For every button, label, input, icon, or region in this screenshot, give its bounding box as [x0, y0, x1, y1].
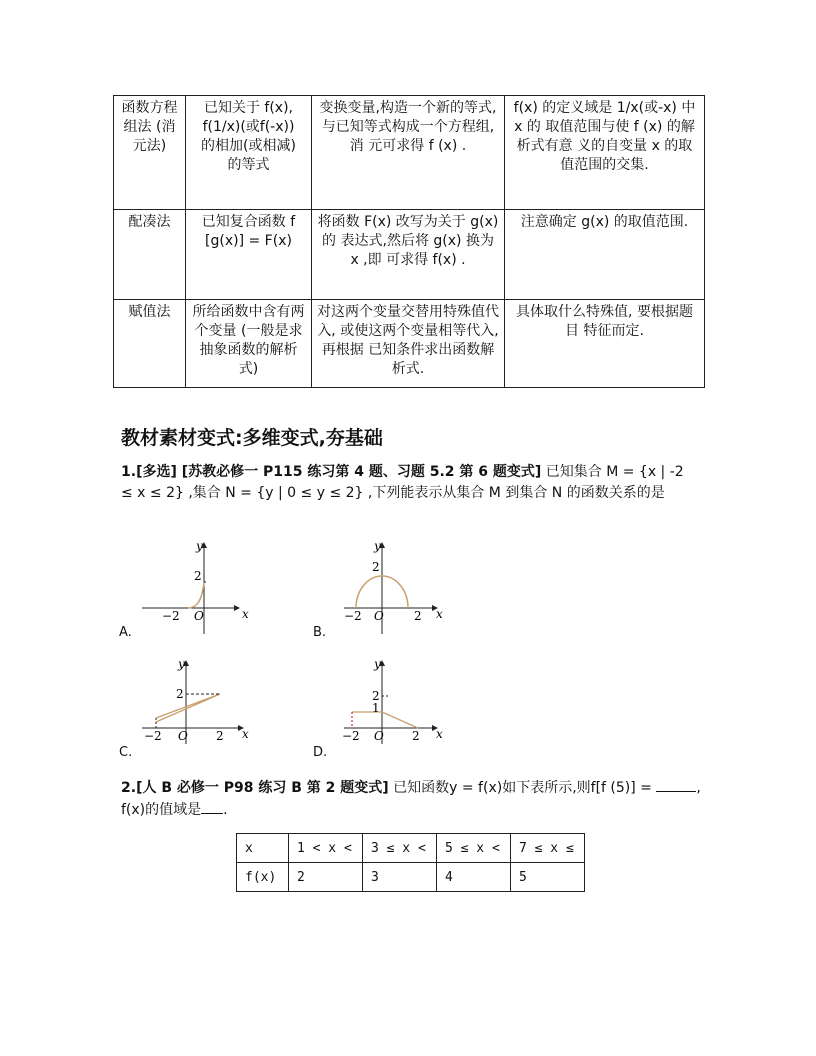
tick-label: −2 — [162, 609, 180, 623]
tick-label: 2 — [194, 569, 202, 583]
y-axis-label: y — [178, 657, 185, 671]
method-steps: 变换变量,构造一个新的等式, 与已知等式构成一个方程组,消 元可求得 f (x) . — [312, 96, 505, 210]
x-axis-label: x — [242, 607, 249, 621]
method-steps: 对这两个变量交替用特殊值代入, 或使这两个变量相等代入, 再根据 已知条件求出函数解析式. — [312, 300, 505, 388]
condition-line: 的等式 — [227, 157, 270, 173]
zigzag-curve — [156, 694, 220, 722]
question-text: , f(x)的值域是 — [121, 780, 701, 818]
tick-label: 2 — [216, 729, 224, 743]
question-text: . — [223, 802, 228, 818]
table-cell: 1 < x < — [289, 834, 363, 863]
table-row — [114, 210, 705, 300]
option-a[interactable]: A. — [119, 625, 132, 640]
methods-table — [113, 95, 705, 388]
question-text: 已知集合 M = {x | -2 ≤ x ≤ 2} ,集合 N = {y | 0 ≤ y ≤ 2} ,下列能表示从集合 M 到集合 N 的函数关系的是 — [121, 464, 684, 501]
x-axis-label: x — [436, 727, 443, 741]
graph-d — [338, 656, 448, 750]
question-number: 2. — [121, 780, 137, 796]
method-note: 具体取什么特殊值, 要根据题目 特征而定. — [505, 300, 705, 388]
method-condition — [186, 96, 312, 210]
section-title: 教材素材变式:多维变式,夯基础 — [121, 427, 383, 449]
method-note: f(x) 的定义域是 1/x(或-x) 中 x 的 取值范围与使 f (x) 的解析式有意 义的自变量 x 的取值范围的交集. — [505, 96, 705, 210]
graph-b — [338, 538, 448, 642]
tick-label: 1 — [372, 701, 380, 715]
origin-label: O — [194, 609, 204, 623]
x-axis-arrow-icon — [234, 605, 240, 611]
tick-label: −2 — [144, 729, 162, 743]
method-condition: 所给函数中含有两个变量 (一般是求抽象函数的解析式) — [186, 300, 312, 388]
question-number: 1. — [121, 464, 137, 480]
question-1 — [121, 462, 696, 504]
tick-label: −2 — [344, 609, 362, 623]
method-steps: 将函数 F(x) 改写为关于 g(x) 的 表达式,然后将 g(x) 换为 x ,即 可求得 f(x) . — [312, 210, 505, 300]
method-name: 配凑法 — [114, 210, 186, 300]
y-axis-label: y — [196, 539, 203, 553]
table-row — [237, 863, 585, 892]
question-tag: [多选] [苏教必修一 P115 练习第 4 题、习题 5.2 第 6 题变式] — [136, 464, 542, 480]
table-cell: f(x) — [237, 863, 289, 892]
origin-label: O — [374, 729, 384, 743]
curve — [188, 582, 204, 608]
table-row — [114, 300, 705, 388]
method-name: 函数方程 组法 (消元法) — [114, 96, 186, 210]
function-value-table — [236, 833, 585, 892]
answer-blank-2[interactable] — [201, 799, 223, 814]
y-axis-label: y — [374, 539, 381, 553]
option-d[interactable]: D. — [313, 745, 328, 760]
x-axis-label: x — [242, 727, 249, 741]
graph-c — [140, 656, 260, 750]
option-b[interactable]: B. — [313, 625, 327, 640]
segment-decreasing — [382, 712, 418, 728]
tick-label: 2 — [372, 560, 380, 574]
table-cell: 4 — [437, 863, 511, 892]
question-tag: [人 B 必修一 P98 练习 B 第 2 题变式] — [136, 780, 389, 796]
condition-line: 已知关于 f(x), — [203, 100, 294, 116]
question-text: 已知函数y = f(x)如下表所示,则f[f (5)] = — [393, 780, 657, 796]
table-cell: 7 ≤ x ≤ — [511, 834, 585, 863]
table-cell: 2 — [289, 863, 363, 892]
origin-label: O — [178, 729, 188, 743]
graph-a — [140, 538, 260, 642]
table-row — [237, 834, 585, 863]
table-cell: 5 — [511, 863, 585, 892]
method-name: 赋值法 — [114, 300, 186, 388]
tick-label: 2 — [412, 729, 420, 743]
tick-label: −2 — [342, 729, 360, 743]
tick-label: 2 — [176, 687, 184, 701]
question-2 — [121, 777, 701, 821]
table-cell: 3 ≤ x < — [363, 834, 437, 863]
y-axis-label: y — [374, 657, 381, 671]
tick-label: 2 — [414, 609, 422, 623]
origin-label: O — [374, 609, 384, 623]
table-row — [114, 96, 705, 210]
table-cell: 3 — [363, 863, 437, 892]
x-axis-label: x — [436, 607, 443, 621]
option-c[interactable]: C. — [119, 745, 133, 760]
method-condition — [186, 210, 312, 300]
table-cell: 5 ≤ x < — [437, 834, 511, 863]
table-cell: x — [237, 834, 289, 863]
answer-blank-1[interactable] — [656, 777, 696, 792]
condition-line: [g(x)] = F(x) — [205, 233, 292, 249]
condition-line: 的相加(或相减) — [201, 138, 296, 154]
tick-label: 2 — [372, 689, 380, 703]
method-note: 注意确定 g(x) 的取值范围. — [505, 210, 705, 300]
condition-line: 已知复合函数 f — [201, 214, 296, 230]
condition-line: f(1/x)(或f(-x)) — [202, 119, 295, 135]
